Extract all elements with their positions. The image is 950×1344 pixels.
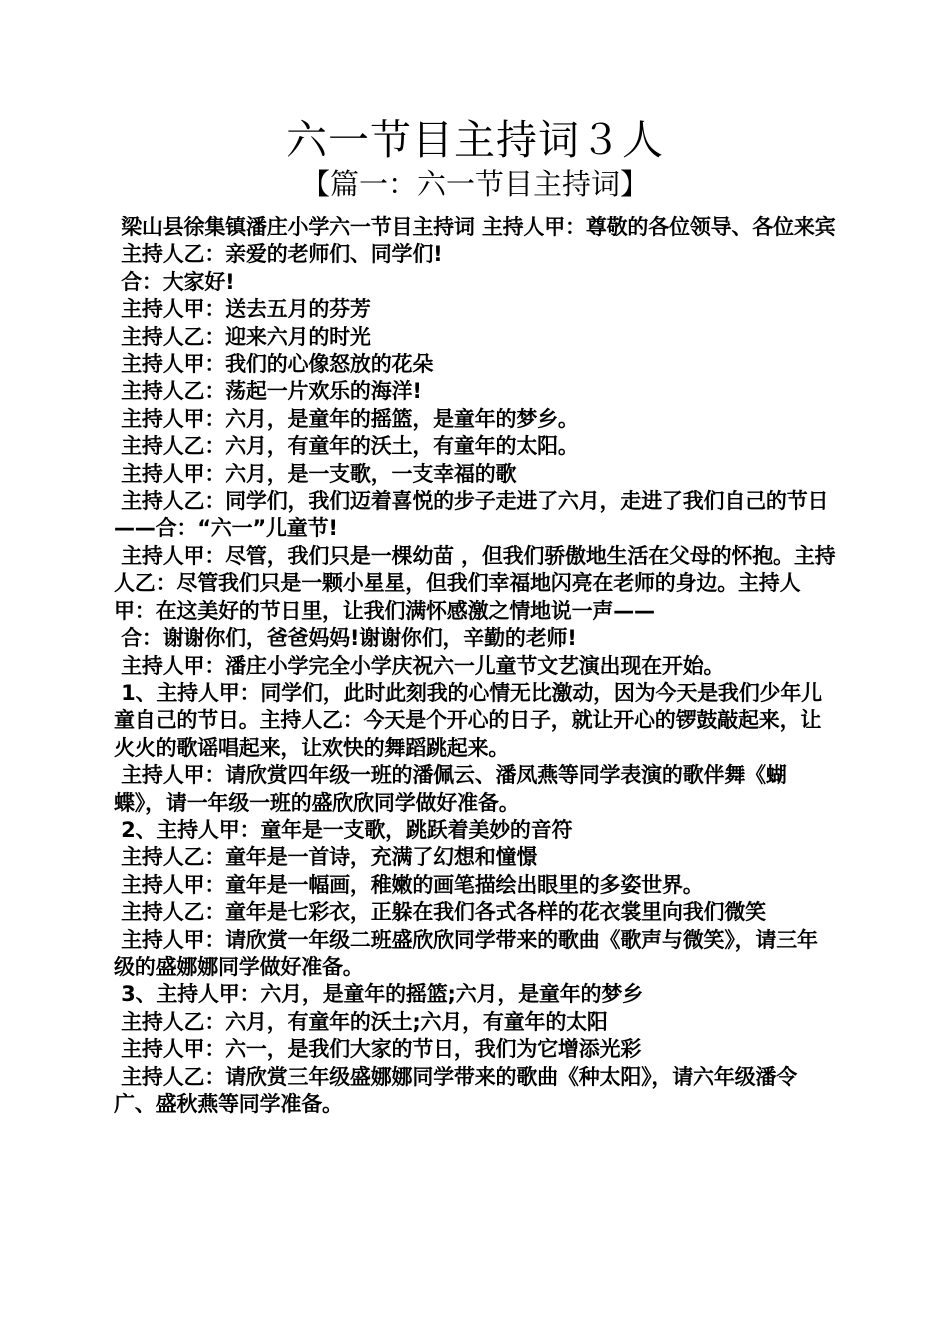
paragraph: 主持人甲：我们的心像怒放的花朵	[114, 352, 434, 377]
paragraph: 主持人乙：荡起一片欢乐的海洋!	[114, 379, 422, 404]
paragraph: 主持人乙：请欣赏三年级盛娜娜同学带来的歌曲《种太阳》，请六年级潘令广、盛秋燕等同学准备。	[114, 1064, 798, 1116]
paragraph: 主持人乙：迎来六月的时光	[114, 324, 371, 349]
paragraph: 主持人甲：童年是一幅画，稚嫩的画笔描绘出眼里的多姿世界。	[114, 872, 704, 897]
paragraph: 主持人甲：请欣赏一年级二班盛欣欣同学带来的歌曲《歌声与微笑》，请三年级的盛娜娜同学做好准备。	[114, 927, 818, 979]
paragraph: 主持人甲：送去五月的芬芳	[114, 297, 371, 322]
paragraph: 主持人甲：六月，是一支歌，一支幸福的歌	[114, 461, 517, 486]
paragraph: 主持人乙：童年是一首诗，充满了幻想和憧憬	[114, 845, 538, 870]
paragraph: 主持人乙：六月，有童年的沃土，有童年的太阳。	[114, 434, 579, 459]
paragraph: 主持人甲：请欣赏四年级一班的潘佩云、潘凤燕等同学表演的歌伴舞《蝴蝶》，请一年级一班的盛欣欣同学做好准备。	[114, 763, 787, 815]
paragraph: 主持人甲：潘庄小学完全小学庆祝六一儿童节文艺演出现在开始。	[114, 653, 725, 678]
document-title: 六一节目主持词３人	[286, 116, 664, 164]
paragraph: 主持人乙：同学们，我们迈着喜悦的步子走进了六月，走进了我们自己的节日——合：“六一”儿童节!	[114, 489, 829, 541]
paragraph: 主持人乙：童年是七彩衣，正躲在我们各式各样的花衣裳里向我们微笑	[114, 900, 766, 925]
paragraph: 主持人甲：六月，是童年的摇篮，是童年的梦乡。	[114, 406, 579, 431]
document-subtitle: 【篇一：六一节目主持词】	[300, 167, 649, 201]
paragraph: 合：大家好!	[114, 269, 235, 294]
paragraph: 梁山县徐集镇潘庄小学六一节目主持词 主持人甲：尊敬的各位领导、各位来宾	[114, 215, 836, 239]
paragraph: 3、主持人甲：六月，是童年的摇篮;六月，是童年的梦乡	[114, 982, 643, 1007]
paragraph: 主持人甲：六一，是我们大家的节日，我们为它增添光彩	[114, 1037, 642, 1062]
paragraph: 2、主持人甲：童年是一支歌，跳跃着美妙的音符	[114, 817, 573, 842]
paragraph: 主持人甲：尽管，我们只是一棵幼苗 ，但我们骄傲地生活在父母的怀抱。主持人乙：尽管我们只是一颗小星星，但我们幸福地闪亮在老师的身边。主持人甲：在这美好的节日里，让我们满怀感激之情地说一声——	[114, 543, 836, 623]
document-body	[114, 214, 838, 1118]
paragraph: 主持人乙：亲爱的老师们、同学们!	[114, 242, 443, 267]
paragraph: 1、主持人甲：同学们，此时此刻我的心情无比激动，因为今天是我们少年儿童自己的节日。主持人乙：今天是个开心的日子，就让开心的锣鼓敲起来，让火火的歌谣唱起来，让欢快的舞蹈跳起来。	[114, 680, 822, 760]
paragraph: 主持人乙：六月，有童年的沃土;六月，有童年的太阳	[114, 1009, 608, 1034]
paragraph: 合：谢谢你们，爸爸妈妈!谢谢你们，辛勤的老师!	[114, 626, 577, 651]
